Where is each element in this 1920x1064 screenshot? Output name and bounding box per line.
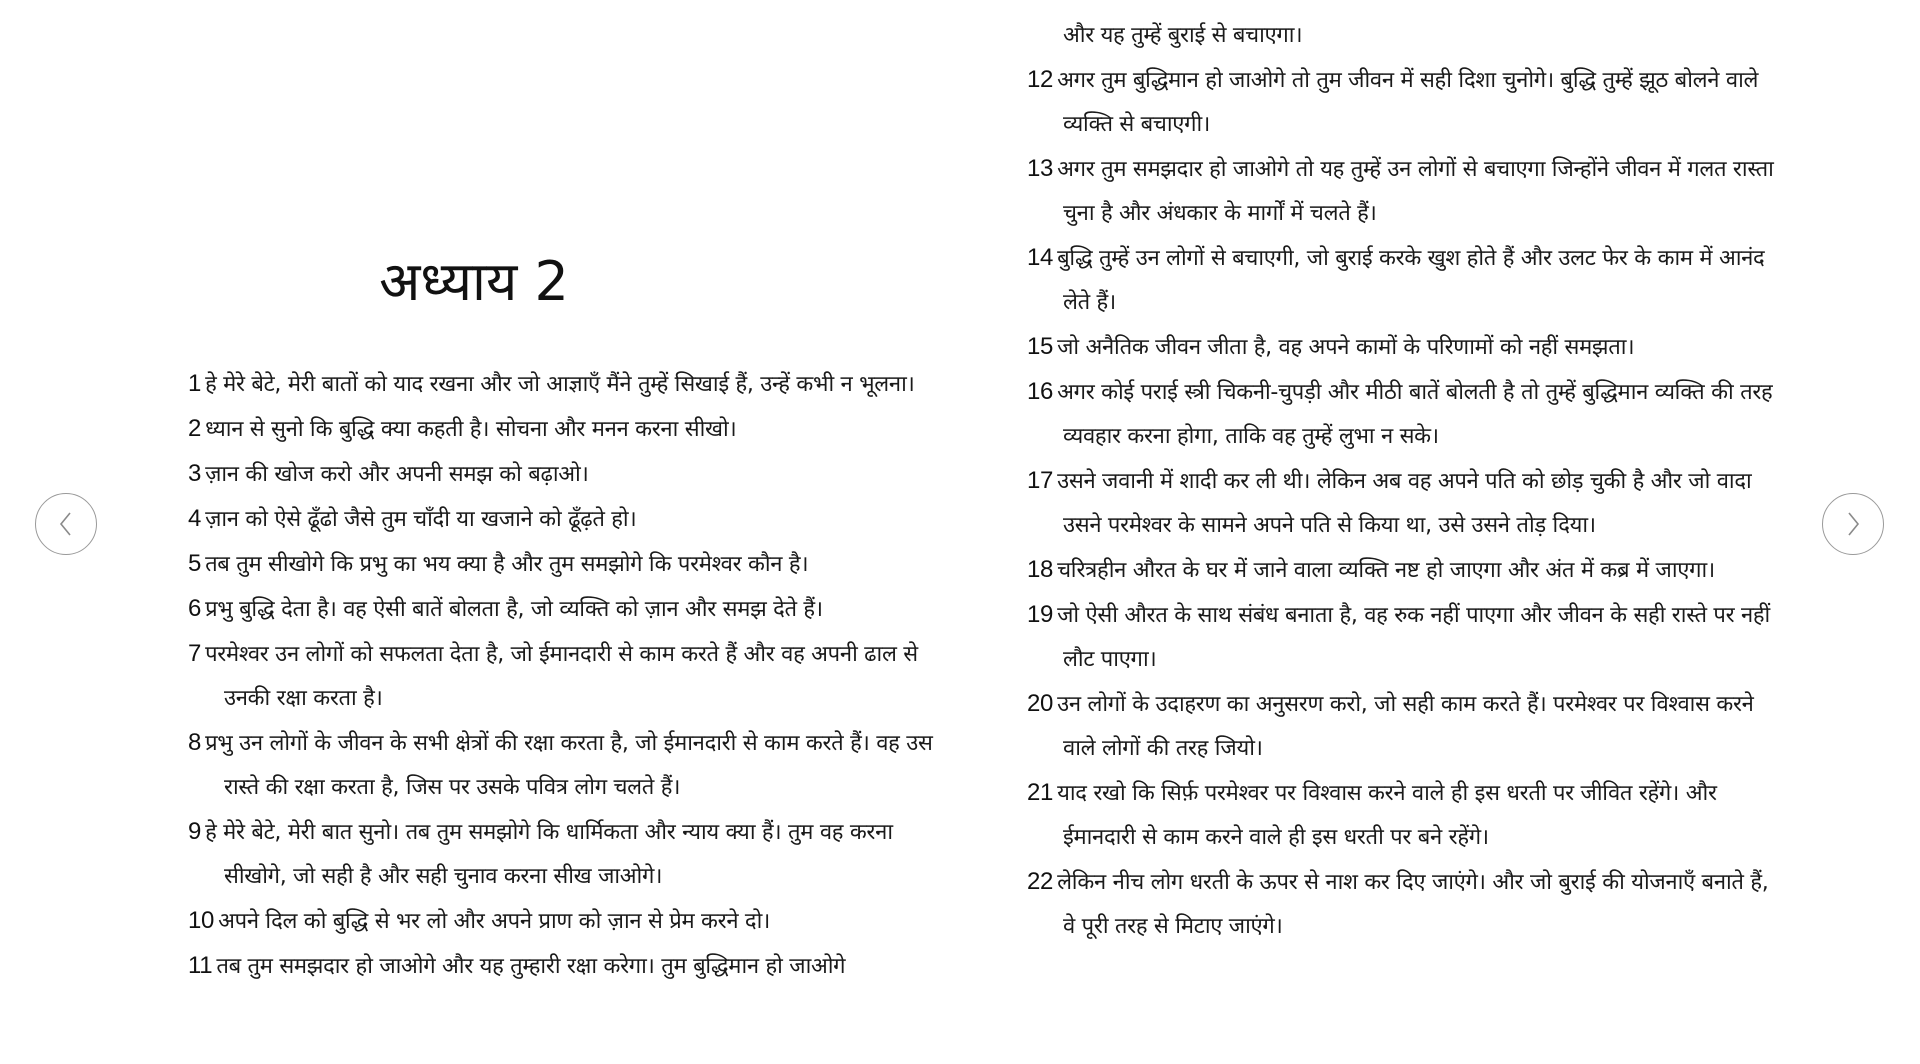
verse-number: 7 bbox=[188, 640, 202, 667]
verse-text: ज़ान को ऐसे ढूँढो जैसे तुम चाँदी या खजाने को ढूँढ़ते हो। bbox=[205, 507, 637, 532]
verse-19 bbox=[1027, 593, 1779, 682]
verse-21 bbox=[1027, 771, 1779, 860]
verse-11-continuation: और यह तुम्हें बुराई से बचाएगा। bbox=[1063, 23, 1303, 48]
verse-text: अपने दिल को बुद्धि से भर लो और अपने प्राण को ज़ान से प्रेम करने दो। bbox=[218, 909, 771, 934]
verse-number: 15 bbox=[1027, 333, 1054, 360]
verse-3 bbox=[188, 452, 940, 497]
chevron-right-icon bbox=[1843, 509, 1863, 539]
verse-text: ध्यान से सुनो कि बुद्धि क्या कहती है। सोचना और मनन करना सीखो। bbox=[205, 417, 737, 442]
verse-text: लेकिन नीच लोग धरती के ऊपर से नाश कर दिए जाएंगे। और जो बुराई की योजनाएँ बनाते हैं, वे पूरी तरह से मिटाए जाएंगे। bbox=[1057, 870, 1769, 939]
verse-text: हे मेरे बेटे, मेरी बातों को याद रखना और जो आज्ञाएँ मैंने तुम्हें सिखाई हैं, उन्हें कभी न भूलना। bbox=[205, 372, 915, 397]
chevron-left-icon bbox=[56, 509, 76, 539]
verse-text: उन लोगों के उदाहरण का अनुसरण करो, जो सही काम करते हैं। परमेश्वर पर विश्वास करने वाले लोगों की तरह जियो। bbox=[1057, 692, 1754, 761]
verse-list bbox=[1027, 14, 1779, 949]
verse-2 bbox=[188, 407, 940, 452]
verse-text: जो ऐसी औरत के साथ संबंध बनाता है, वह रुक नहीं पाएगा और जीवन के सही रास्ते पर नहीं लौट पाएगा। bbox=[1057, 603, 1770, 672]
verse-text: चरित्रहीन औरत के घर में जाने वाला व्यक्ति नष्ट हो जाएगा और अंत में कब्र में जाएगा। bbox=[1057, 558, 1715, 583]
previous-page-button[interactable] bbox=[35, 493, 97, 555]
verse-number: 12 bbox=[1027, 66, 1054, 93]
verse-number: 10 bbox=[188, 907, 215, 934]
verse-4 bbox=[188, 497, 940, 542]
verse-text: हे मेरे बेटे, मेरी बात सुनो। तब तुम समझोगे कि धार्मिकता और न्याय क्या हैं। तुम वह करना सीखोगे, जो सही है और सही चुनाव करना सीख जाओगे। bbox=[205, 820, 893, 889]
verse-number: 6 bbox=[188, 595, 202, 622]
verse-number: 13 bbox=[1027, 155, 1054, 182]
verse-number: 20 bbox=[1027, 690, 1054, 717]
verse-text: याद रखो कि सिर्फ़ परमेश्वर पर विश्वास करने वाले ही इस धरती पर जीवित रहेंगे। और ईमानदारी से काम करने वाले ही इस धरती पर बने रहेंगे। bbox=[1057, 781, 1717, 850]
verse-text: परमेश्वर उन लोगों को सफलता देता है, जो ईमानदारी से काम करते हैं और वह अपनी ढाल से उनकी रक्षा करता है। bbox=[205, 642, 918, 711]
verse-18 bbox=[1027, 548, 1779, 593]
verse-text: ज़ान की खोज करो और अपनी समझ को बढ़ाओ। bbox=[205, 462, 589, 487]
verse-text: अगर तुम समझदार हो जाओगे तो यह तुम्हें उन लोगों से बचाएगा जिन्होंने जीवन में गलत रास्ता चुना है और अंधकार के मार्गों में चलते हैं। bbox=[1057, 157, 1774, 226]
verse-7 bbox=[188, 632, 940, 721]
verse-1 bbox=[188, 362, 940, 407]
verse-number: 17 bbox=[1027, 467, 1054, 494]
verse-number: 8 bbox=[188, 729, 202, 756]
verse-text: अगर कोई पराई स्त्री चिकनी-चुपड़ी और मीठी बातें बोलती है तो तुम्हें बुद्धिमान व्यक्ति की तरह व्यवहार करना होगा, ताकि वह तुम्हें लुभा न सके। bbox=[1057, 380, 1773, 449]
verse-16 bbox=[1027, 370, 1779, 459]
verse-number: 19 bbox=[1027, 601, 1054, 628]
verse-number: 9 bbox=[188, 818, 202, 845]
verse-number: 22 bbox=[1027, 868, 1054, 895]
verse-9 bbox=[188, 810, 940, 899]
verse-number: 14 bbox=[1027, 244, 1054, 271]
verse-text: जो अनैतिक जीवन जीता है, वह अपने कामों के परिणामों को नहीं समझता। bbox=[1057, 335, 1635, 360]
verse-number: 11 bbox=[188, 952, 213, 979]
verse-text: बुद्धि तुम्हें उन लोगों से बचाएगी, जो बुराई करके खुश होते हैं और उलट फेर के काम में आनंद लेते हैं। bbox=[1057, 246, 1765, 315]
verse-text: तब तुम समझदार हो जाओगे और यह तुम्हारी रक्षा करेगा। तुम बुद्धिमान हो जाओगे bbox=[216, 954, 846, 979]
verse-6 bbox=[188, 587, 940, 632]
verse-number: 16 bbox=[1027, 378, 1054, 405]
verse-number: 5 bbox=[188, 550, 202, 577]
verse-number: 4 bbox=[188, 505, 202, 532]
chapter-title: अध्याय 2 bbox=[379, 250, 569, 313]
verse-number: 2 bbox=[188, 415, 202, 442]
verse-5 bbox=[188, 542, 940, 587]
verse-text: तब तुम सीखोगे कि प्रभु का भय क्या है और तुम समझोगे कि परमेश्वर कौन है। bbox=[205, 552, 809, 577]
verse-10 bbox=[188, 899, 940, 944]
verse-text: प्रभु बुद्धि देता है। वह ऐसी बातें बोलता है, जो व्यक्ति को ज़ान और समझ देते हैं। bbox=[205, 597, 823, 622]
verse-12 bbox=[1027, 58, 1779, 147]
verse-15 bbox=[1027, 325, 1779, 370]
verse-13 bbox=[1027, 147, 1779, 236]
verse-11 bbox=[188, 944, 940, 989]
verse-17 bbox=[1027, 459, 1779, 548]
verse-number: 3 bbox=[188, 460, 202, 487]
verse-number: 18 bbox=[1027, 556, 1054, 583]
verse-number: 1 bbox=[188, 370, 202, 397]
verse-8 bbox=[188, 721, 940, 810]
verse-text: उसने जवानी में शादी कर ली थी। लेकिन अब वह अपने पति को छोड़ चुकी है और जो वादा उसने परमेश्वर के सामने अपने पति से किया था, उसे उसने तोड़ दिया। bbox=[1057, 469, 1752, 538]
verse-20 bbox=[1027, 682, 1779, 771]
next-page-button[interactable] bbox=[1822, 493, 1884, 555]
verse-text: प्रभु उन लोगों के जीवन के सभी क्षेत्रों की रक्षा करता है, जो ईमानदारी से काम करते हैं। वह उस रास्ते की रक्षा करता है, जिस पर उसके पवित्र लोग चलते हैं। bbox=[205, 731, 933, 800]
verse-22 bbox=[1027, 860, 1779, 949]
verse-text: अगर तुम बुद्धिमान हो जाओगे तो तुम जीवन में सही दिशा चुनोगे। बुद्धि तुम्हें झूठ बोलने वाले व्यक्ति से बचाएगी। bbox=[1057, 68, 1759, 137]
verse-14 bbox=[1027, 236, 1779, 325]
verse-number: 21 bbox=[1027, 779, 1054, 806]
verse-list bbox=[188, 362, 940, 989]
